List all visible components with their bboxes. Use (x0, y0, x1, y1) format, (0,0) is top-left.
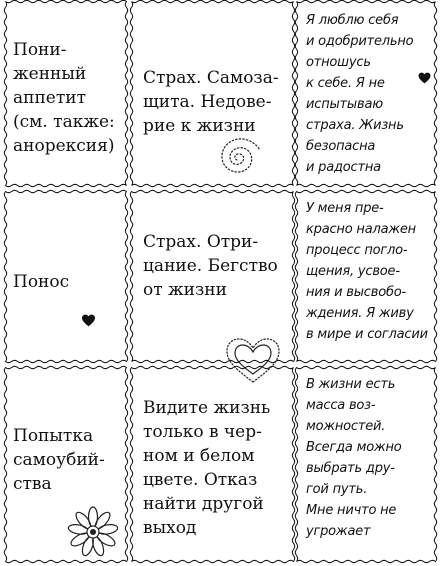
row-3-problem-cell (5, 366, 127, 562)
row-3-cause-cell (131, 366, 294, 562)
row-1-problem-cell (5, 0, 127, 186)
row-1-affirmation-cell (296, 0, 436, 186)
row-2-problem-cell (5, 190, 127, 362)
probable-cause: Страх. Отри- цание. Бегство от жизни (143, 232, 278, 300)
spiral-doodle-icon (211, 134, 265, 182)
heart-icon (418, 72, 431, 84)
row-2-cause-cell (131, 190, 294, 362)
problem-term: Попытка самоубий- ства (13, 426, 105, 494)
row-3-affirmation-cell (296, 366, 436, 562)
row-2-affirmation-cell (296, 190, 436, 362)
probable-cause: Страх. Самоза- щита. Недове- рие к жизни (143, 68, 279, 136)
affirmation-text: У меня пре- красно налажен процесс погло- щения, усвое- ния и высвобо- ждения. Я живу в мире и согласии (306, 201, 428, 342)
affirmation-text: Я люблю себя и одобрительно отношусь к себе. Я не испытываю страха. Жизнь безопасна и радостна (306, 13, 414, 175)
row-1-cause-cell (131, 0, 294, 186)
problem-term: Пони- женный аппетит (см. также: анорексия) (13, 40, 115, 156)
affirmation-text: В жизни есть масса воз- можностей. Всегда можно выбрать дру- гой путь. Мне ничто не угрожает (306, 377, 402, 539)
heart-icon (81, 314, 96, 327)
probable-cause: Видите жизнь только в чер- ном и белом цвете. Отказ найти другой выход (143, 398, 271, 538)
problem-term: Понос (13, 272, 70, 292)
daisy-flower-icon (65, 504, 121, 560)
